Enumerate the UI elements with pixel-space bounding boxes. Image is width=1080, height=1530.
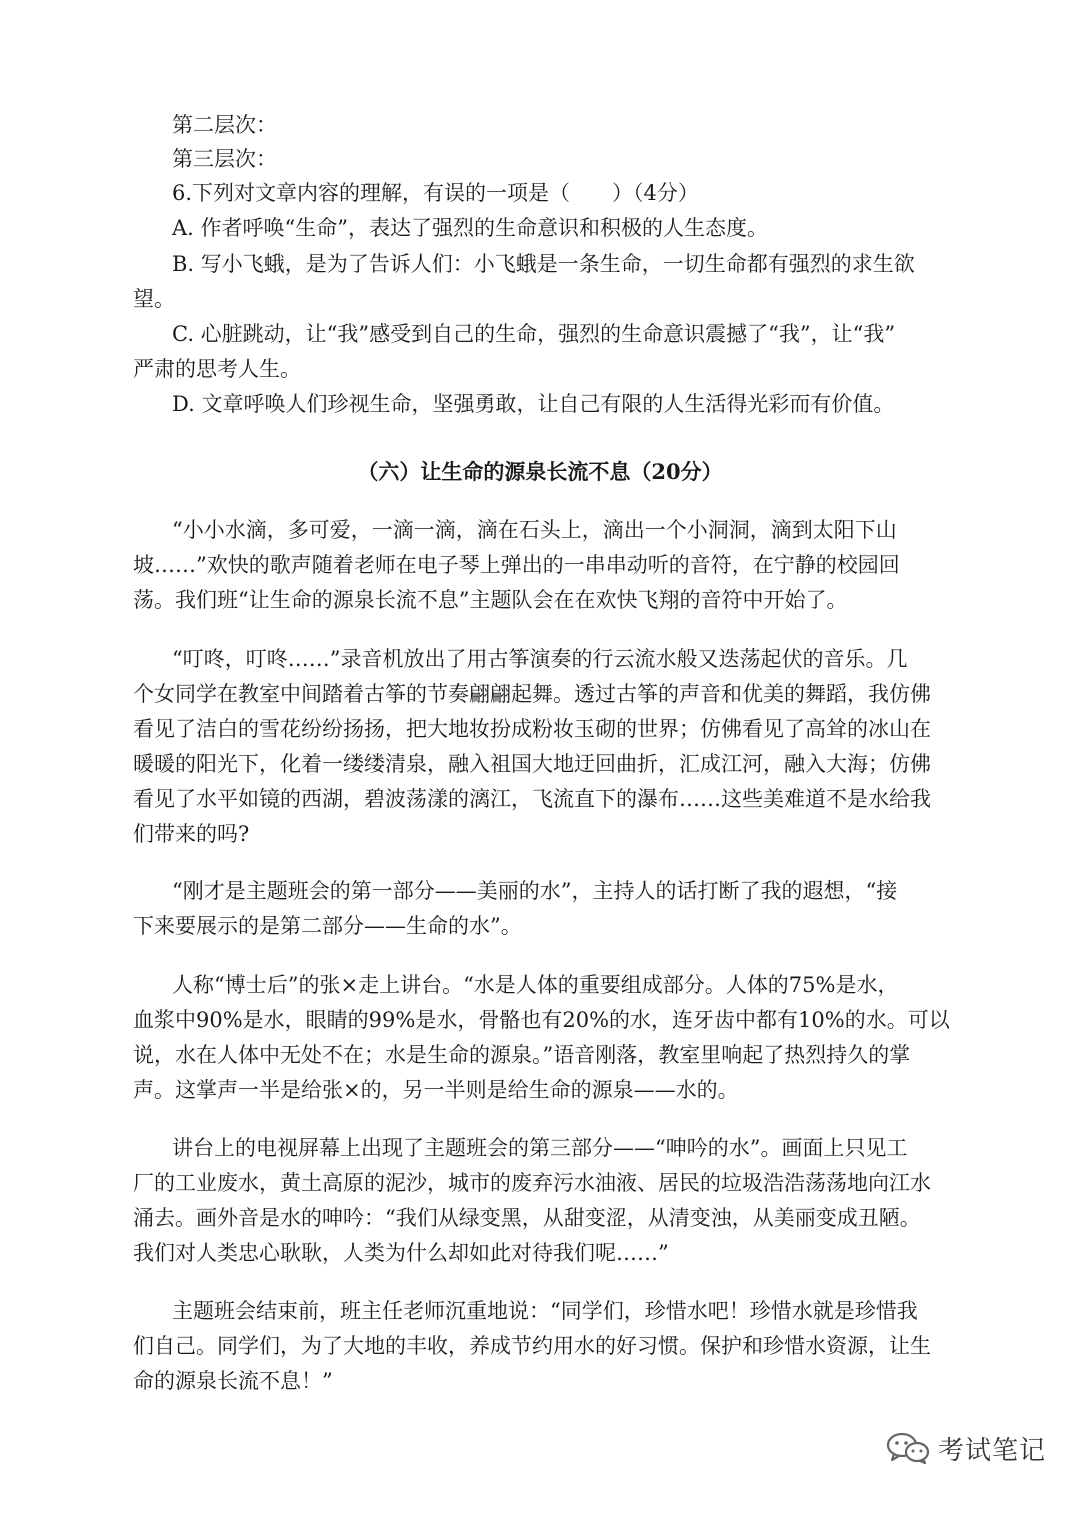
paragraph-4-line: 声。这掌声一半是给张×的，另一半则是给生命的源泉——水的。 xyxy=(133,1078,739,1102)
paragraph-2-line: “叮咚，叮咚……”录音机放出了用古筝演奏的行云流水般又迭荡起伏的音乐。几 xyxy=(172,647,908,671)
paragraph-3-line: “刚才是主题班会的第一部分——美丽的水”，主持人的话打断了我的遐想，“接 xyxy=(172,879,898,903)
paragraph-6-line: 主题班会结束前，班主任老师沉重地说：“同学们，珍惜水吧！珍惜水就是珍惜我 xyxy=(172,1299,918,1323)
paragraph-2-line: 们带来的吗? xyxy=(133,822,250,846)
option-a: A. 作者呼唤“生命”，表达了强烈的生命意识和积极的人生态度。 xyxy=(172,216,768,240)
paragraph-2-line: 看见了水平如镜的西湖，碧波荡漾的漓江，飞流直下的瀑布……这些美难道不是水给我 xyxy=(133,787,931,811)
question-6: 6.下列对文章内容的理解，有误的一项是（ ）（4分） xyxy=(172,181,699,205)
paragraph-1-line: 荡。我们班“让生命的源泉长流不息”主题队会在在欢快飞翔的音符中开始了。 xyxy=(133,588,848,612)
option-c-cont: 严肃的思考人生。 xyxy=(133,357,301,381)
paragraph-5-line: 涌去。画外音是水的呻吟：“我们从绿变黑，从甜变涩，从清变浊，从美丽变成丑陋。 xyxy=(133,1206,921,1230)
paragraph-6-line: 命的源泉长流不息！” xyxy=(133,1369,333,1393)
paragraph-2-line: 暖暖的阳光下，化着一缕缕清泉，融入祖国大地迂回曲折，汇成江河，融入大海；仿佛 xyxy=(133,752,931,776)
paragraph-4-line: 说，水在人体中无处不在；水是生命的源泉。”语音刚落，教室里响起了热烈持久的掌 xyxy=(133,1043,911,1067)
paragraph-1-line: 坡……”欢快的歌声随着老师在电子琴上弹出的一串串动听的音符，在宁静的校园回 xyxy=(133,553,900,577)
paragraph-2-line: 看见了洁白的雪花纷纷扬扬，把大地妆扮成粉妆玉砌的世界；仿佛看见了高耸的冰山在 xyxy=(133,717,931,741)
watermark xyxy=(886,1428,1046,1468)
paragraph-4-line: 血浆中90%是水，眼睛的99%是水，骨骼也有20%的水，连牙齿中都有10%的水。可以 xyxy=(133,1008,950,1032)
paragraph-2-line: 个女同学在教室中间踏着古筝的节奏翩翩起舞。透过古筝的声音和优美的舞蹈，我仿佛 xyxy=(133,682,931,706)
paragraph-5-line: 厂的工业废水，黄土高原的泥沙，城市的废弃污水油液、居民的垃圾浩浩荡荡地向江水 xyxy=(133,1171,931,1195)
answer-line-second-level: 第二层次： xyxy=(172,113,277,137)
option-b-cont: 望。 xyxy=(133,287,175,311)
paragraph-3-line: 下来要展示的是第二部分——生命的水”。 xyxy=(133,914,522,938)
section-title: （六）让生命的源泉长流不息（20分） xyxy=(357,459,723,484)
option-c: C. 心脏跳动，让“我”感受到自己的生命，强烈的生命意识震撼了“我”，让“我” xyxy=(172,322,896,346)
paragraph-5-line: 讲台上的电视屏幕上出现了主题班会的第三部分——“呻吟的水”。画面上只见工 xyxy=(172,1136,908,1160)
paragraph-4-line: 人称“博士后”的张×走上讲台。“水是人体的重要组成部分。人体的75%是水， xyxy=(172,973,899,997)
watermark-text: 考试笔记 xyxy=(938,1435,1047,1466)
paragraph-1-line: “小小水滴，多可爱，一滴一滴，滴在石头上，滴出一个小洞洞，滴到太阳下山 xyxy=(172,518,897,542)
paragraph-6-line: 们自己。同学们，为了大地的丰收，养成节约用水的好习惯。保护和珍惜水资源，让生 xyxy=(133,1334,931,1358)
paragraph-5-line: 我们对人类忠心耿耿，人类为什么却如此对待我们呢……” xyxy=(133,1241,669,1265)
wechat-icon xyxy=(886,1432,930,1464)
option-b: B. 写小飞蛾，是为了告诉人们：小飞蛾是一条生命，一切生命都有强烈的求生欲 xyxy=(172,252,915,276)
answer-line-third-level: 第三层次： xyxy=(172,147,277,171)
option-d: D. 文章呼唤人们珍视生命，坚强勇敢，让自己有限的人生活得光彩而有价值。 xyxy=(172,392,895,416)
